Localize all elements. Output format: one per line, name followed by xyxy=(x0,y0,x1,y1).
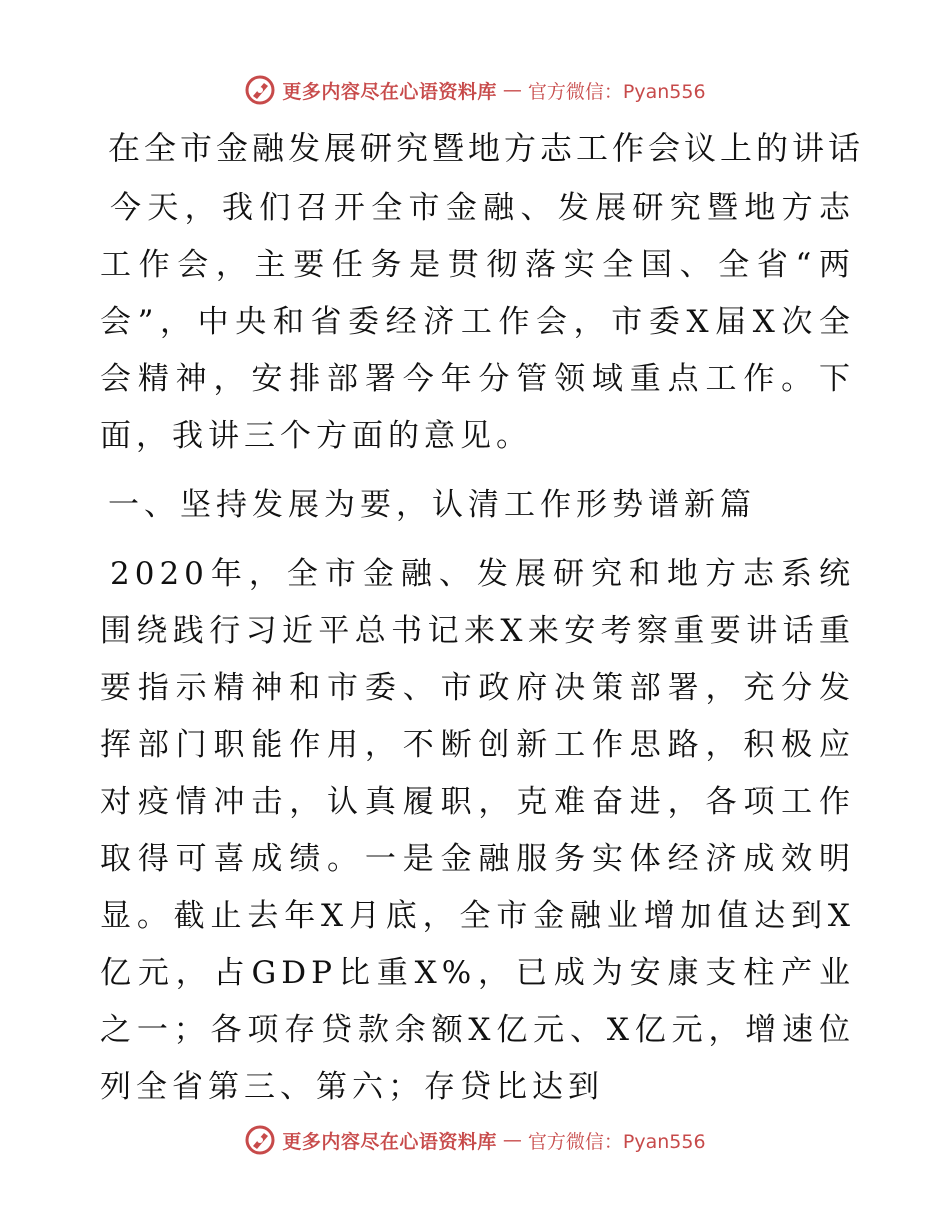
watermark-sub-text: 官方微信：Pyan556 xyxy=(527,80,706,103)
brand-logo-icon xyxy=(244,74,276,106)
watermark-separator: — xyxy=(502,79,522,101)
document-body xyxy=(100,118,865,1128)
watermark-main-text: 更多内容尽在心语资料库 xyxy=(282,80,497,103)
watermark-main-text: 更多内容尽在心语资料库 xyxy=(282,1130,497,1153)
section-heading: 一、坚持发展为要，认清工作形势谱新篇 xyxy=(108,487,756,523)
watermark-separator: — xyxy=(502,1129,522,1151)
intro-paragraph: 今天，我们召开全市金融、发展研究暨地方志工作会，主要任务是贯彻落实全国、全省“两会”，中央和省委经济工作会，市委X届X次全会精神，安排部署今年分管领域重点工作。下面，我讲三个方面的意见。 xyxy=(100,190,855,454)
body-paragraph: 2020年，全市金融、发展研究和地方志系统围绕践行习近平总书记来X来安考察重要讲话重要指示精神和市委、市政府决策部署，充分发挥部门职能作用，不断创新工作思路，积极应对疫情冲击，认真履职，克难奋进，各项工作取得可喜成绩。一是金融服务实体经济成效明显。截止去年X月底，全市金融业增加值达到X亿元，占GDP比重X%，已成为安康支柱产业之一；各项存贷款余额X亿元、X亿元，增速位列全省第三、第六；存贷比达到 xyxy=(100,556,855,1105)
watermark-header xyxy=(0,70,950,110)
brand-logo-icon xyxy=(244,1124,276,1156)
document-title: 在全市金融发展研究暨地方志工作会议上的讲话 xyxy=(108,129,865,167)
watermark-footer xyxy=(0,1120,950,1160)
watermark-sub-text: 官方微信：Pyan556 xyxy=(527,1130,706,1153)
